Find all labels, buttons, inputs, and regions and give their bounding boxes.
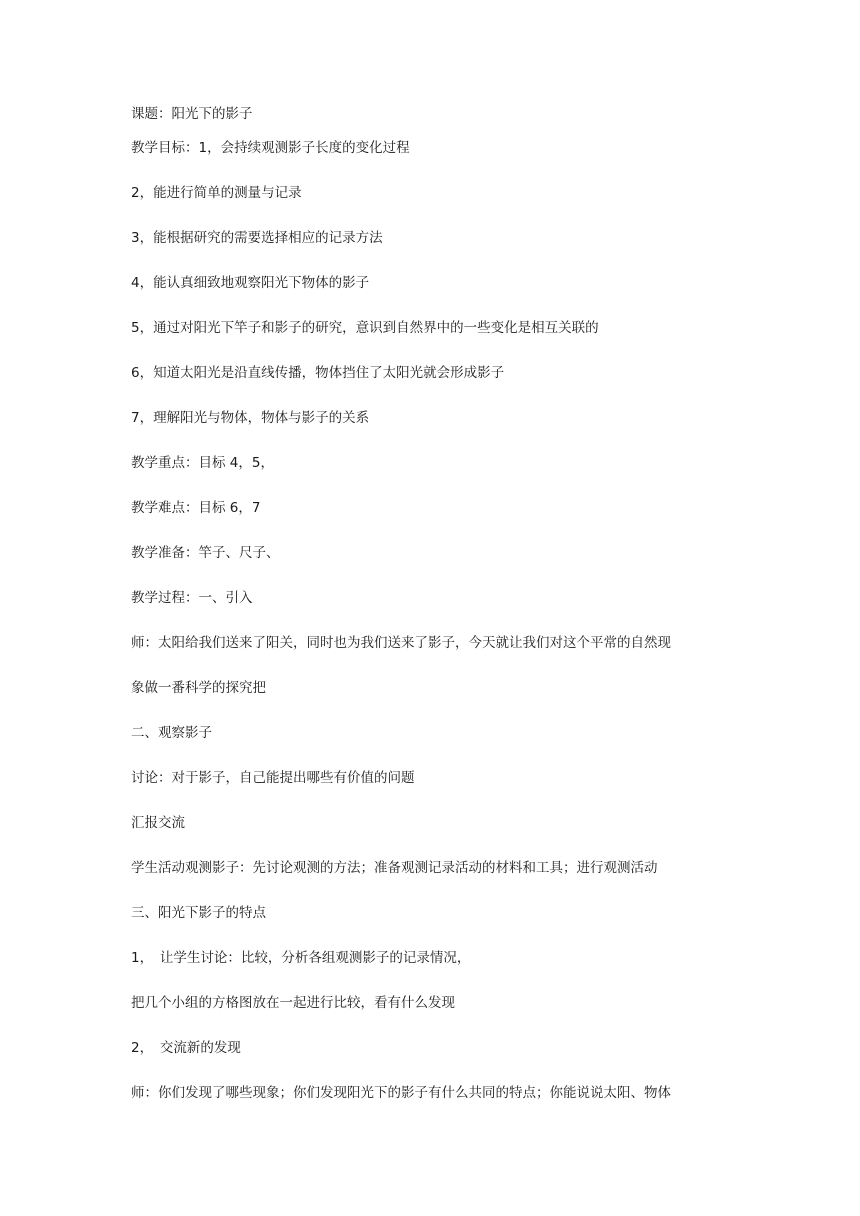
- text-line: 二、观察影子: [131, 725, 212, 741]
- text-line: 学生活动观测影子：先讨论观测的方法；准备观测记录活动的材料和工具；进行观测活动: [131, 860, 658, 876]
- text-line: 7，理解阳光与物体，物体与影子的关系: [131, 410, 370, 426]
- text-line: 教学准备：竿子、尺子、: [131, 545, 280, 561]
- text-line: 2， 交流新的发现: [131, 1040, 241, 1056]
- text-line: 三、阳光下影子的特点: [131, 905, 266, 921]
- text-line: 教学过程：一、引入: [131, 590, 253, 606]
- text-line: 教学难点：目标 6，7: [131, 500, 261, 516]
- document-page: [131, 104, 751, 1103]
- text-line: 象做一番科学的探究把: [131, 680, 266, 696]
- text-line: 6，知道太阳光是沿直线传播，物体挡住了太阳光就会形成影子: [131, 365, 505, 381]
- text-line: 把几个小组的方格图放在一起进行比较，看有什么发现: [131, 995, 455, 1011]
- text-line: 1， 让学生讨论：比较，分析各组观测影子的记录情况，: [131, 950, 471, 966]
- text-line: 讨论：对于影子，自己能提出哪些有价值的问题: [131, 770, 415, 786]
- text-line: 教学重点：目标 4，5，: [131, 455, 274, 471]
- text-line: 2，能进行简单的测量与记录: [131, 185, 302, 201]
- text-line: 师：你们发现了哪些现象；你们发现阳光下的影子有什么共同的特点；你能说说太阳、物体: [131, 1085, 671, 1101]
- text-line: 5，通过对阳光下竿子和影子的研究，意识到自然界中的一些变化是相互关联的: [131, 320, 599, 336]
- text-line: 教学目标：1，会持续观测影子长度的变化过程: [131, 140, 410, 156]
- text-line: 汇报交流: [131, 815, 185, 831]
- lesson-title: 课题：阳光下的影子: [131, 106, 253, 122]
- text-line: 师：太阳给我们送来了阳关，同时也为我们送来了影子，今天就让我们对这个平常的自然现: [131, 635, 671, 651]
- text-line: 3，能根据研究的需要选择相应的记录方法: [131, 230, 383, 246]
- text-line: 4，能认真细致地观察阳光下物体的影子: [131, 275, 370, 291]
